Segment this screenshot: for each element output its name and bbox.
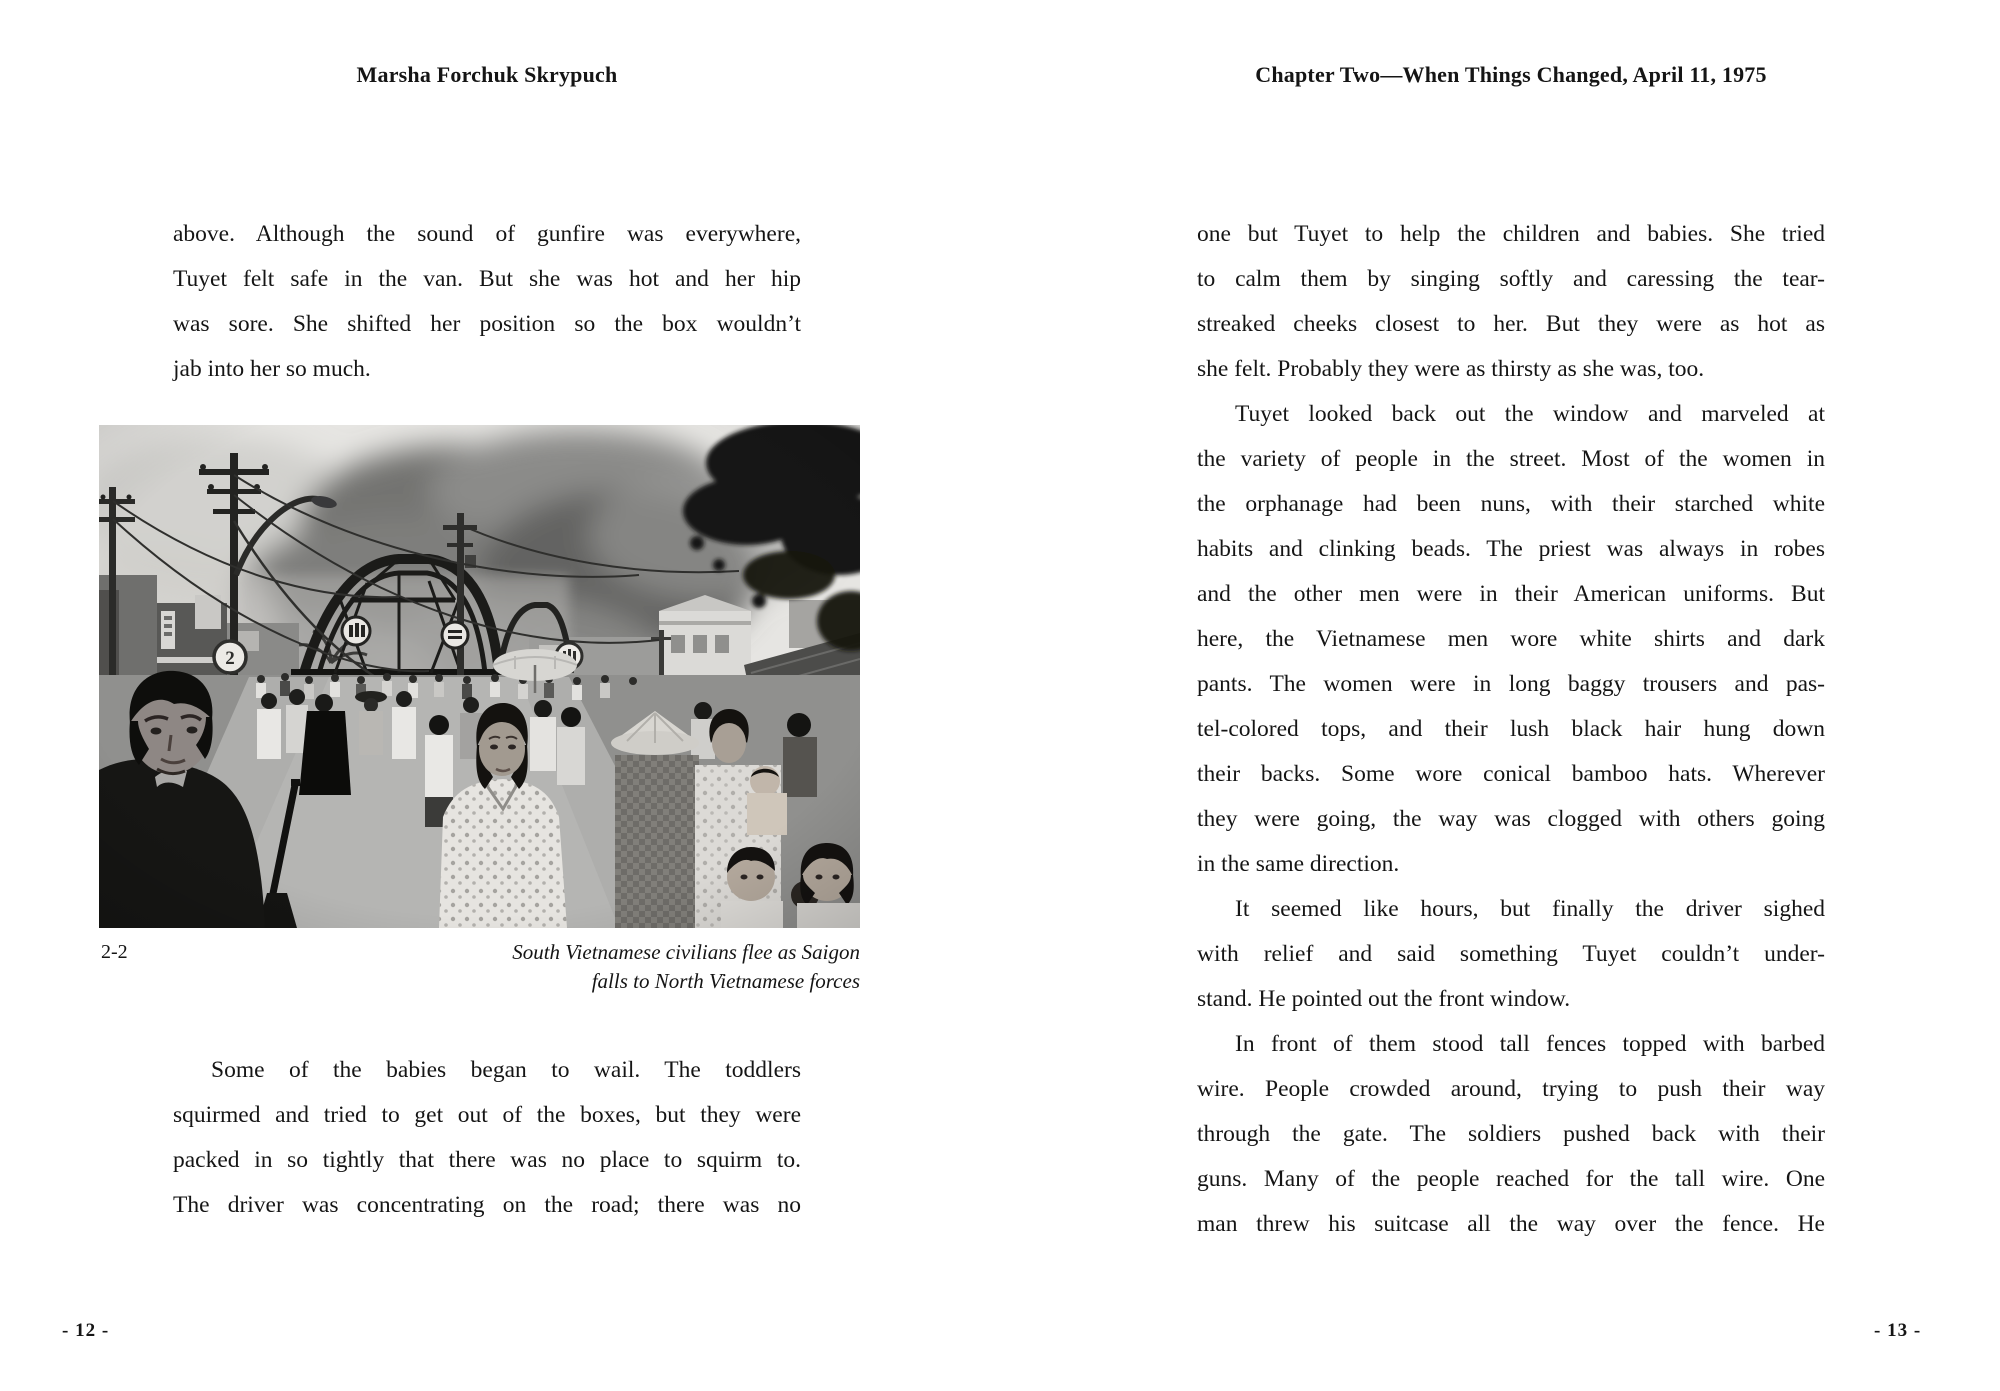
running-header-chapter: Chapter Two—When Things Changed, April 11, 1975 [1255, 62, 1767, 87]
right-page-paragraph-3 [1197, 887, 1825, 1022]
body-text-line: through the gate. The soldiers pushed back with their [1197, 1121, 1825, 1147]
body-text-line: one but Tuyet to help the children and babies. She tried [1197, 221, 1825, 247]
body-text-line: Some of the babies began to wail. The toddlers [211, 1057, 801, 1083]
body-text-line: streaked cheeks closest to her. But they were as hot as [1197, 311, 1825, 337]
body-text-line: The driver was concentrating on the road; there was no [173, 1192, 801, 1218]
figure-caption-line: South Vietnamese civilians flee as Saigon [512, 940, 860, 964]
page-number-left: - 12 - [62, 1320, 110, 1341]
body-text-line: stand. He pointed out the front window. [1197, 986, 1571, 1012]
body-text-line: habits and clinking beads. The priest was always in robes [1197, 536, 1825, 562]
body-text-line: jab into her so much. [173, 356, 371, 382]
right-page-paragraph-4 [1197, 1022, 1825, 1247]
figure-caption [99, 938, 860, 996]
body-text-line: Tuyet felt safe in the van. But she was hot and her hip [173, 266, 801, 292]
page-number-right: - 13 - [1874, 1320, 1922, 1341]
body-text-line: It seemed like hours, but finally the driver sighed [1235, 896, 1825, 922]
body-text-line: man threw his suitcase all the way over the fence. He [1197, 1211, 1825, 1237]
body-text-line: with relief and said something Tuyet couldn’t under- [1197, 941, 1825, 967]
body-text-line: was sore. She shifted her position so the box wouldn’t [173, 311, 801, 337]
right-page-paragraph-2 [1197, 392, 1825, 887]
body-text-line: the orphanage had been nuns, with their starched white [1197, 491, 1825, 517]
body-text-line: squirmed and tried to get out of the boxes, but they were [173, 1102, 801, 1128]
body-text-line: wire. People crowded around, trying to push their way [1197, 1076, 1825, 1102]
body-text-line: in the same direction. [1197, 851, 1400, 877]
body-text-line: and the other men were in their American uniforms. But [1197, 581, 1825, 607]
body-text-line: she felt. Probably they were as thirsty as she was, too. [1197, 356, 1705, 382]
body-text-line: here, the Vietnamese men wore white shirts and dark [1197, 626, 1825, 652]
saigon-refugees-photo [99, 425, 860, 928]
body-text-line: Tuyet looked back out the window and marveled at [1235, 401, 1825, 427]
figure-caption-row [99, 938, 860, 996]
left-page-paragraph-1 [173, 212, 801, 392]
body-text-line: pants. The women were in long baggy trousers and pas- [1197, 671, 1825, 697]
body-text-line: their backs. Some wore conical bamboo hats. Wherever [1197, 761, 1825, 787]
photo-illustration [99, 425, 860, 928]
right-page-paragraph-1 [1197, 212, 1825, 392]
body-text-line: packed in so tightly that there was no place to squirm to. [173, 1147, 801, 1173]
body-text-line: tel-colored tops, and their lush black hair hung down [1197, 716, 1825, 742]
body-text-line: guns. Many of the people reached for the tall wire. One [1197, 1166, 1825, 1192]
body-text-line: In front of them stood tall fences topped with barbed [1235, 1031, 1825, 1057]
body-text-line: to calm them by singing softly and caressing the tear- [1197, 266, 1825, 292]
running-header-author: Marsha Forchuk Skrypuch [356, 62, 618, 87]
figure-caption-line: falls to North Vietnamese forces [591, 969, 860, 993]
right-page-body [1197, 212, 1825, 1247]
body-text-line: the variety of people in the street. Most of the women in [1197, 446, 1825, 472]
body-text-line: above. Although the sound of gunfire was everywhere, [173, 221, 801, 247]
figure-number: 2-2 [101, 941, 128, 963]
body-text-line: they were going, the way was clogged with others going [1197, 806, 1825, 832]
left-page-paragraph-2 [173, 1048, 801, 1228]
